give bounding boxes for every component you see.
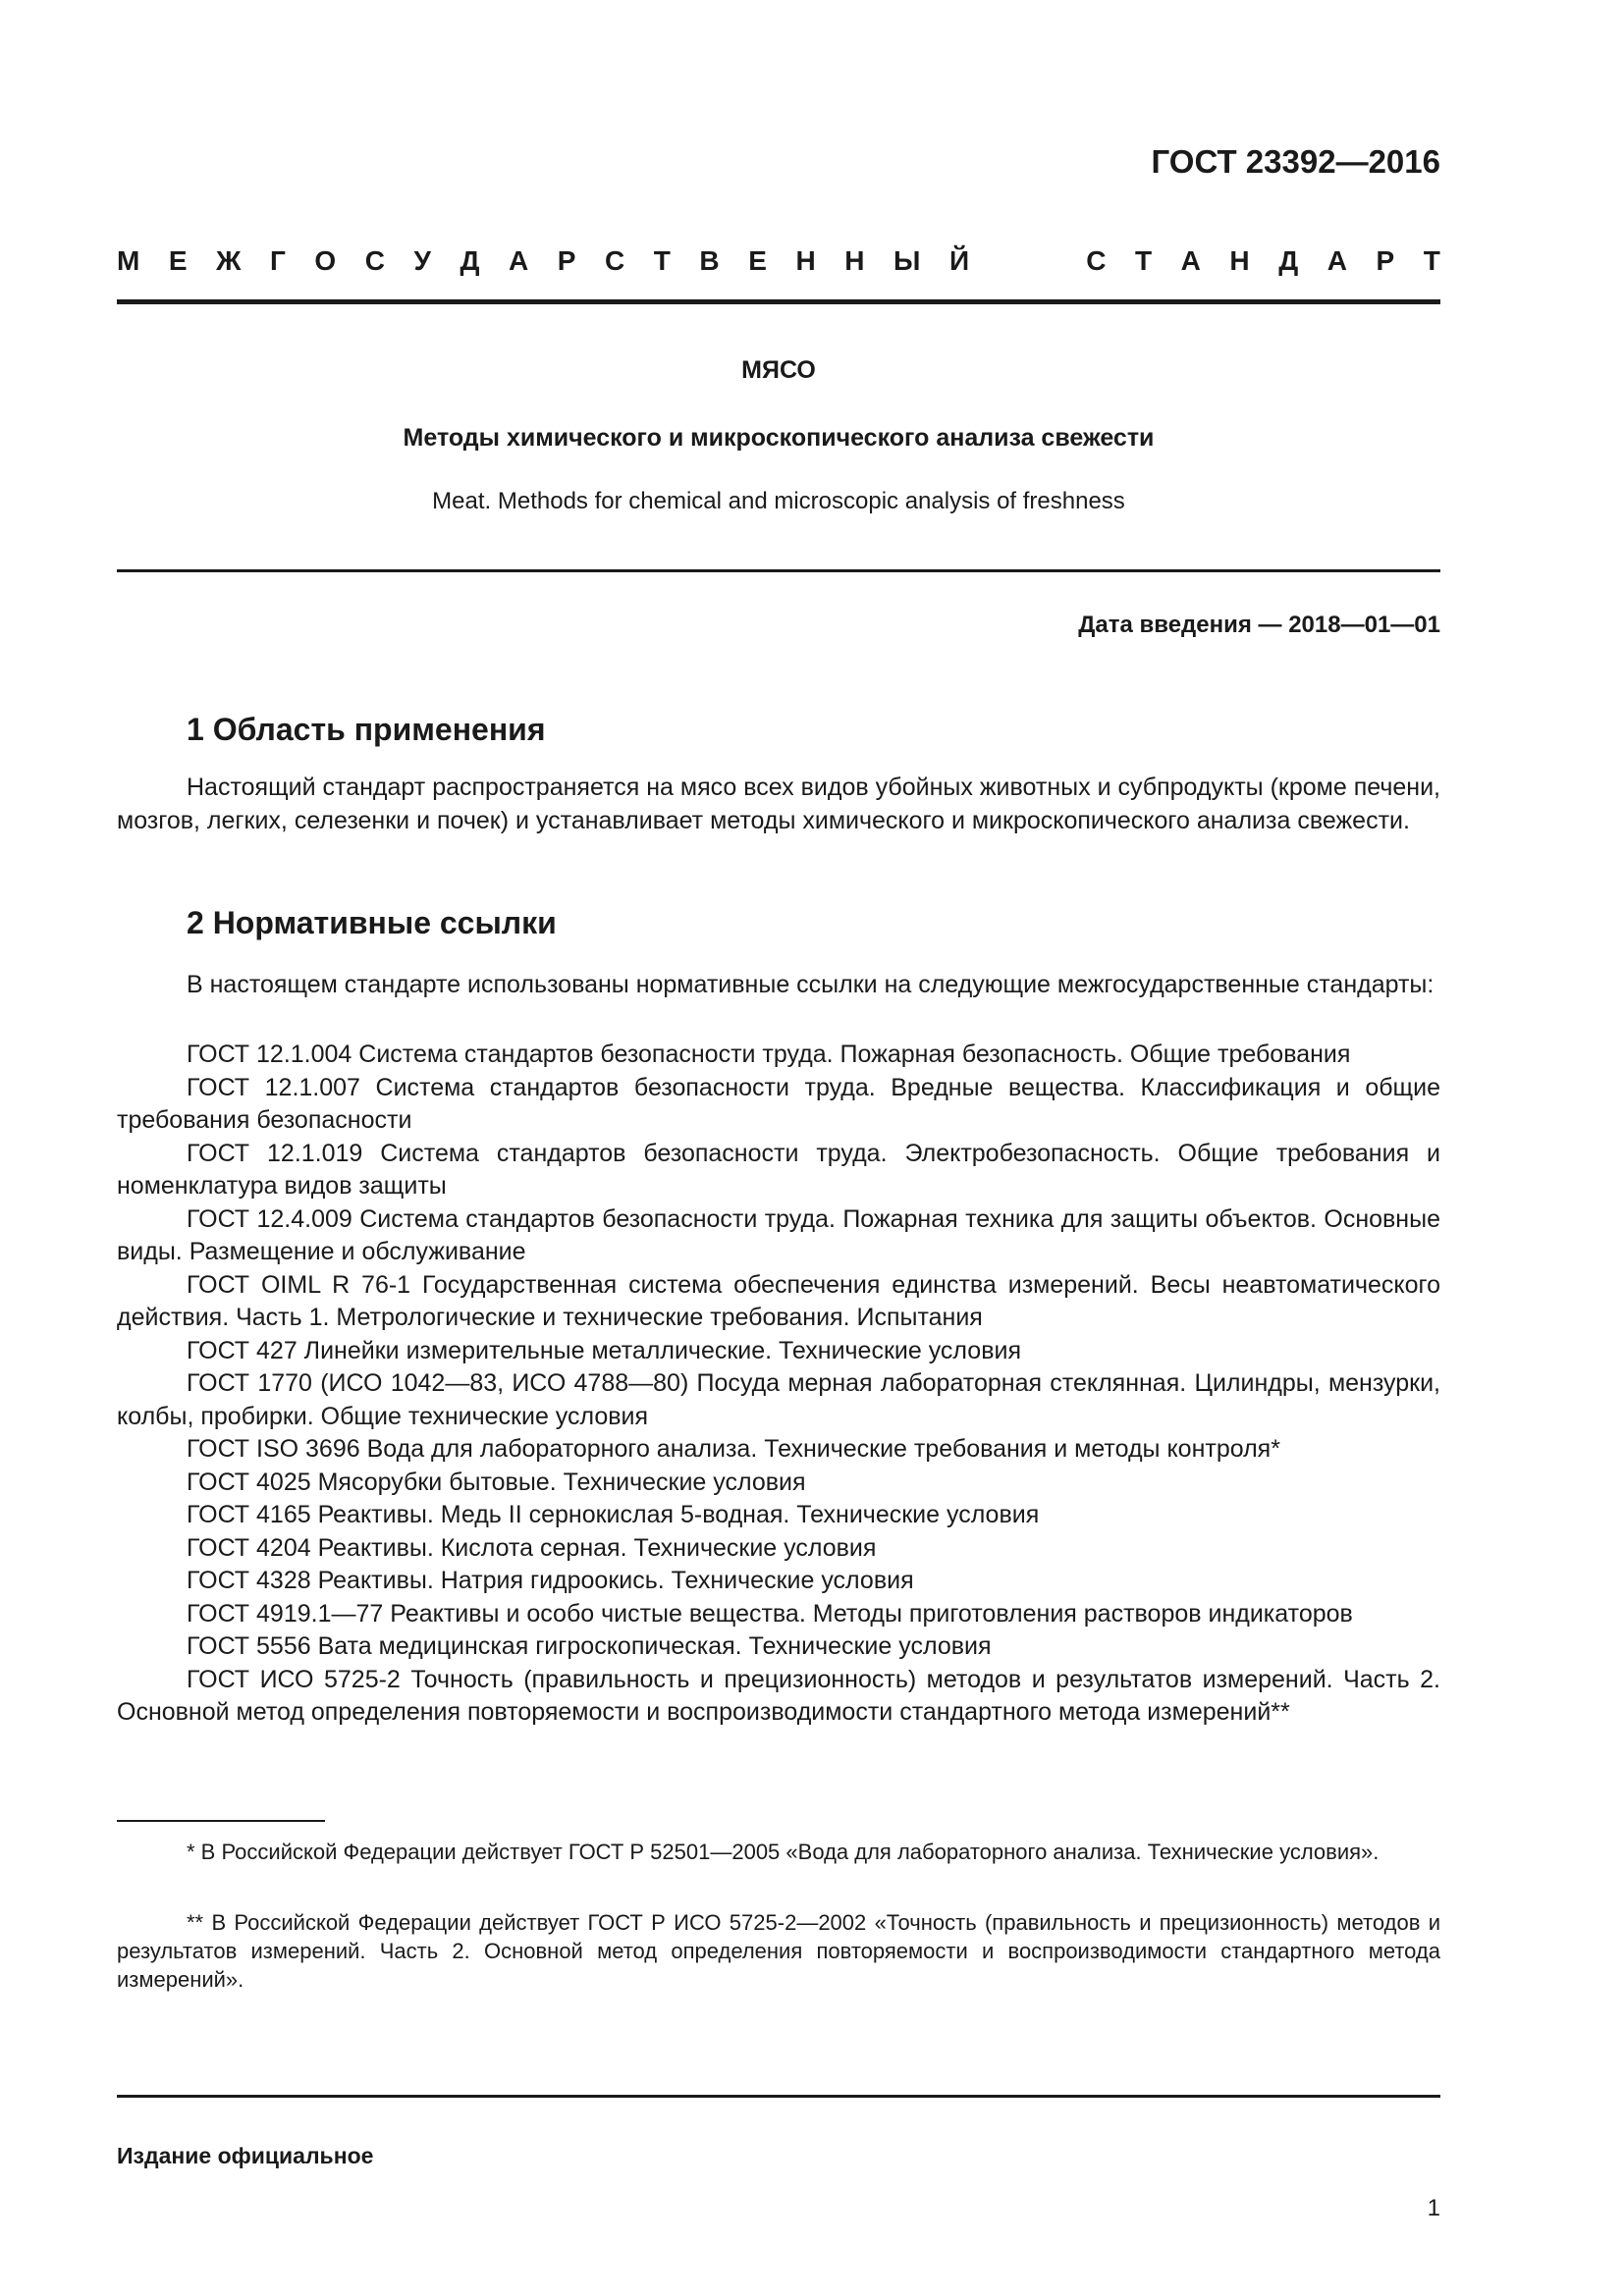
banner-letter: А — [1326, 245, 1347, 276]
reference-item: ГОСТ 12.1.004 Система стандартов безопасности труда. Пожарная безопасность. Общие требования — [187, 1041, 1351, 1068]
banner-letter: Д — [1278, 245, 1299, 276]
banner-letter: Н — [795, 245, 816, 276]
banner-letter: Д — [460, 245, 480, 276]
references-intro-paragraph: В настоящем стандарте использованы нормативные ссылки на следующие межгосударственные стандарты: — [187, 971, 1435, 998]
title-divider — [117, 569, 1440, 572]
scope-paragraph: Настоящий стандарт распространяется на мясо всех видов убойных животных и субпродукты (кроме печени, мозгов, легких, селезенки и почек) и устанавливает методы химического и микроскопического анализа свежести. — [117, 774, 1440, 834]
reference-item: ГОСТ 4204 Реактивы. Кислота серная. Технические условия — [187, 1533, 877, 1562]
reference-item: ГОСТ 5556 Вата медицинская гигроскопическая. Технические условия — [187, 1632, 992, 1660]
banner-letter: Р — [557, 245, 576, 276]
footer-divider — [117, 2095, 1440, 2098]
banner-letter: Й — [948, 245, 970, 276]
document-title-english: Meat. Methods for chemical and microscopic analysis of freshness — [432, 488, 1125, 514]
banner-letter: С — [364, 245, 385, 276]
reference-item: ГОСТ 4025 Мясорубки бытовые. Технические условия — [187, 1468, 806, 1496]
document-subtitle: Методы химического и микроскопического анализа свежести — [403, 424, 1155, 452]
banner-word-gap — [999, 245, 1057, 277]
page-number: 1 — [1427, 2195, 1440, 2221]
banner-letter: Н — [844, 245, 865, 276]
reference-item: ГОСТ 12.1.007 Система стандартов безопасности труда. Вредные вещества. Классификация и общие требования безопасности — [117, 1073, 1440, 1134]
banner-letter: Ж — [216, 245, 242, 276]
reference-item: ГОСТ 12.1.019 Система стандартов безопасности труда. Электробезопасность. Общие требования и номенклатура видов защиты — [117, 1139, 1440, 1200]
banner-letter: А — [508, 245, 529, 276]
reference-item: ГОСТ 1770 (ИСО 1042—83, ИСО 4788—80) Посуда мерная лабораторная стеклянная. Цилиндры, мензурки, колбы, пробирки. Общие технические условия — [117, 1369, 1440, 1430]
banner-letter: У — [413, 245, 431, 276]
introduction-date: Дата введения — 2018—01—01 — [1078, 612, 1440, 638]
reference-item: ГОСТ 427 Линейки измерительные металлические. Технические условия — [187, 1336, 1021, 1364]
banner-letter: С — [604, 245, 625, 276]
reference-item: ГОСТ 4919.1—77 Реактивы и особо чистые вещества. Методы приготовления растворов индикаторов — [187, 1599, 1353, 1628]
banner-letter: Е — [168, 245, 188, 276]
edition-label: Издание официальное — [117, 2143, 374, 2168]
document-title: МЯСО — [741, 356, 816, 384]
reference-item: ГОСТ 4165 Реактивы. Медь II сернокислая 5-водная. Технические условия — [187, 1501, 1040, 1528]
banner-letter: Т — [1134, 245, 1153, 276]
footnote: ** В Российской Федерации действует ГОСТ Р ИСО 5725-2—2002 «Точность (правильность и прецизионность) методов и результатов измерений. Часть 2. Основной метод определения повторяемости и воспроизводимости стандартного метода измерений». — [117, 1910, 1440, 1992]
reference-item: ГОСТ 12.4.009 Система стандартов безопасности труда. Пожарная техника для защиты объектов. Основные виды. Размещение и обслуживание — [117, 1204, 1440, 1265]
banner-letter: А — [1180, 245, 1201, 276]
reference-item: ГОСТ ИСО 5725-2 Точность (правильность и прецизионность) методов и результатов измерений. Часть 2. Основной метод определения повторяемости и воспроизводимости стандартного метода измерений** — [117, 1665, 1440, 1726]
footnote-separator — [117, 1820, 325, 1822]
footnote: * В Российской Федерации действует ГОСТ Р 52501—2005 «Вода для лабораторного анализа. Технические условия». — [187, 1840, 1380, 1864]
header-divider — [117, 299, 1440, 304]
banner-letter: Р — [1376, 245, 1395, 276]
reference-item: ГОСТ OIML R 76-1 Государственная система обеспечения единства измерений. Весы неавтоматического действия. Часть 1. Метрологические и технические требования. Испытания — [117, 1270, 1440, 1331]
banner-letter: Е — [748, 245, 767, 276]
normative-references-list — [117, 1039, 1440, 1730]
banner-letter: Т — [1423, 245, 1440, 276]
reference-item: ГОСТ 4328 Реактивы. Натрия гидроокись. Технические условия — [187, 1567, 914, 1594]
banner-letter: В — [699, 245, 720, 276]
banner-letter: Н — [1229, 245, 1250, 276]
banner-letter: Ы — [893, 245, 921, 276]
banner-letter: О — [314, 245, 337, 276]
document-number: ГОСТ 23392—2016 — [1151, 143, 1440, 180]
reference-item: ГОСТ ISO 3696 Вода для лабораторного анализа. Технические требования и методы контроля* — [187, 1435, 1280, 1463]
banner-letter: М — [117, 245, 140, 276]
standard-type-banner — [117, 245, 1440, 277]
banner-letter: Г — [269, 245, 286, 276]
banner-letter: С — [1086, 245, 1107, 276]
section-heading-scope: 1 Область применения — [187, 712, 546, 747]
banner-letter: Т — [653, 245, 671, 276]
section-heading-references: 2 Нормативные ссылки — [187, 905, 557, 940]
